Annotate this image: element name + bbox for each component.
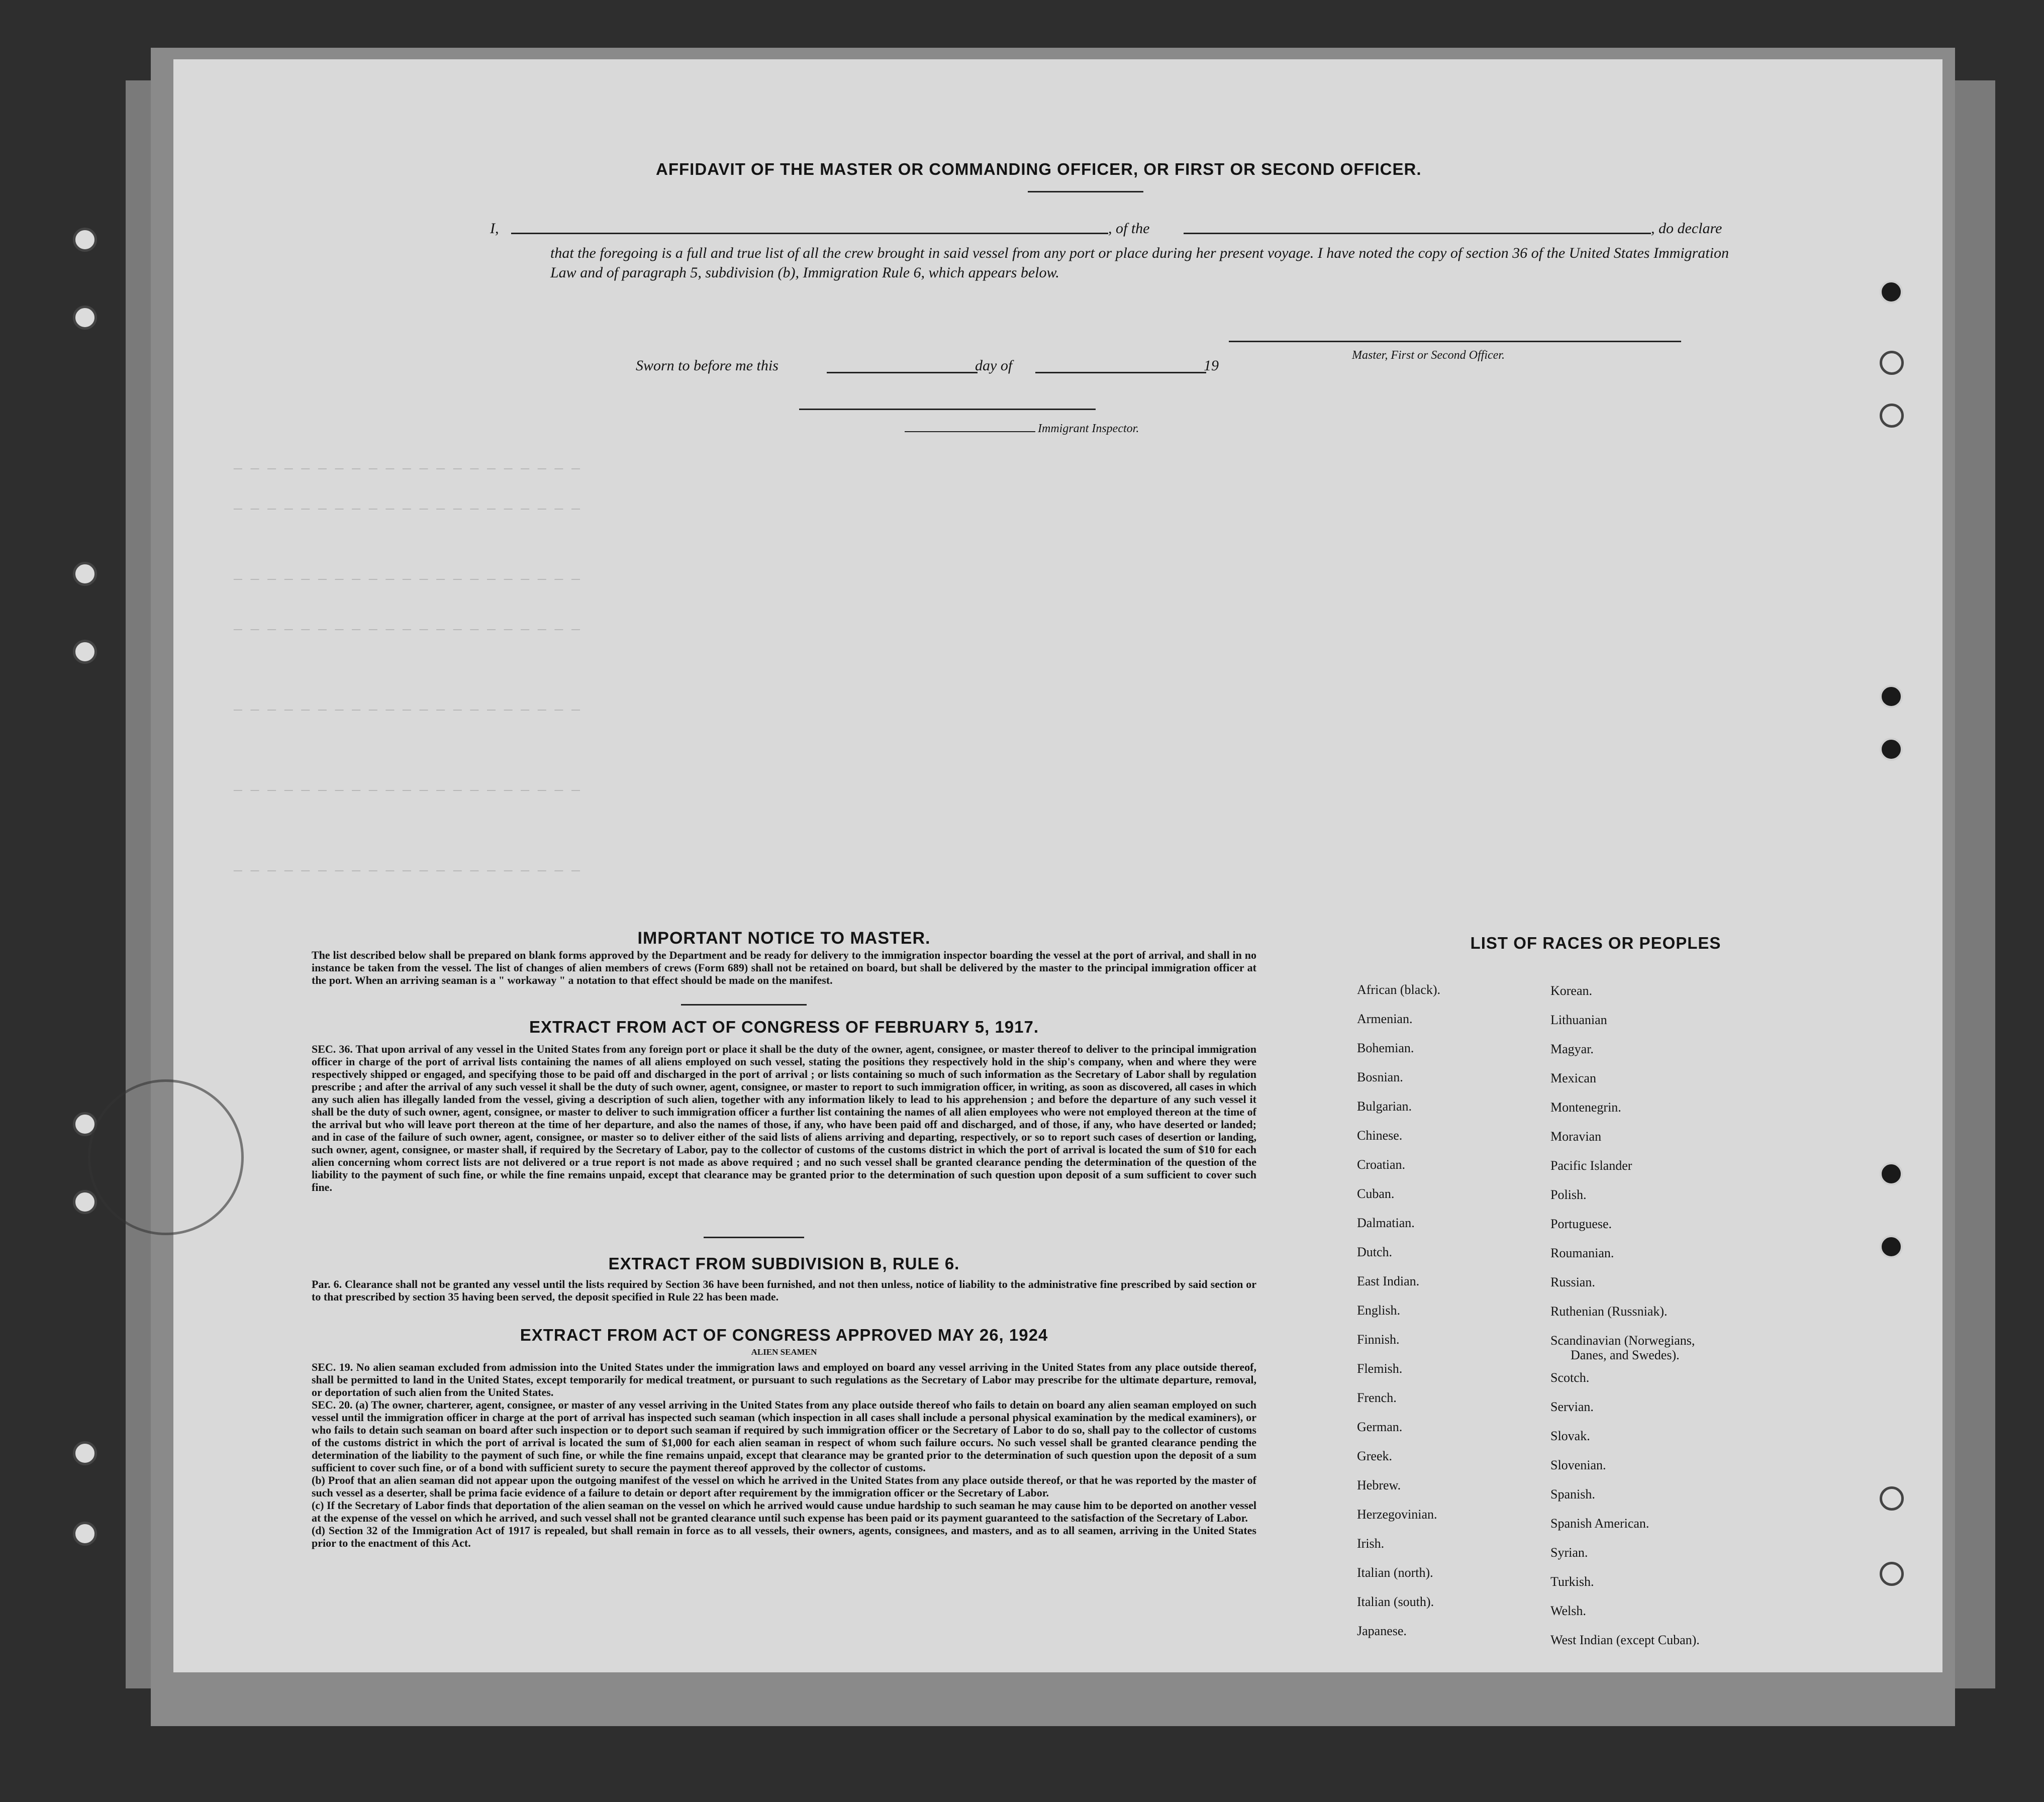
do-declare-label: , do declare: [1651, 220, 1722, 237]
race-right-item: Roumanian.: [1550, 1246, 1614, 1260]
race-right-item: Welsh.: [1550, 1604, 1586, 1618]
race-left-item: Dalmatian.: [1357, 1216, 1415, 1230]
race-right-item: Portuguese.: [1550, 1217, 1612, 1231]
punch-hole-icon: [73, 228, 97, 252]
extract-1924-sec20c: (c) If the Secretary of Labor finds that deportation of the alien seaman on the vessel on which he arrived would cause undue hardship to such seaman he may cause him to be deported on another vessel at the expense of the vessel on which he arrived, and such vessel shall not be granted clearance until such expense has been paid or its payment guaranteed to the satisfaction of the Secretary of Labor.: [312, 1499, 1256, 1524]
sworn-month-field[interactable]: [1035, 372, 1206, 373]
race-right-item: Scotch.: [1550, 1370, 1590, 1385]
race-left-item: Bulgarian.: [1357, 1099, 1412, 1114]
race-right-item: Polish.: [1550, 1187, 1587, 1202]
race-right-item: Syrian.: [1550, 1545, 1588, 1560]
race-right-item: Slovak.: [1550, 1429, 1590, 1443]
affidavit-body: that the foregoing is a full and true list of all the crew brought in said vessel from any port or place during her present voyage. I have noted the copy of section 36 of the United States Immigration Law and of paragraph 5, subdivision (b), Immigration Rule 6, which appears below.: [550, 245, 1729, 281]
bleed-through-row: — — — — — — — — — — — — — — — — — — — — —: [234, 572, 580, 587]
race-left-item: Flemish.: [1357, 1361, 1403, 1376]
extract-1924-sec20a: SEC. 20. (a) The owner, charterer, agent, consignee, or master of any vessel arriving in the United States from any place outside thereof who fails to detain on board any alien seaman employed on such vessel until the immigration officer in charge at the port of arrival has inspected such seaman (which inspection in all cases shall include a personal physical examination by the medical examiners), or who fails to detain such seaman on board after such inspection or to deport such seaman if required by such immigration officer or the Secretary of Labor to do so, shall pay to the collector of customs of the customs district in which the port of arrival is located the sum of $1,000 for each alien seaman in respect of whom such failure occurs. No such vessel shall be granted clearance pending the determination of the liability to the payment of such fine, or while the fine remains unpaid, except that clearance may be granted prior to the determination of such question upon the deposit of a sum sufficient to cover such fine, or of a bond with sufficient surety to secure the payment thereof approved by the collector of customs.: [312, 1398, 1256, 1474]
race-left-item: African (black).: [1357, 982, 1441, 997]
punch-hole-icon: [73, 640, 97, 664]
race-right-item: Spanish.: [1550, 1487, 1595, 1501]
affidavit-i-label: I,: [490, 220, 499, 237]
race-left-item: Italian (north).: [1357, 1565, 1433, 1580]
race-right-item: Montenegrin.: [1550, 1100, 1621, 1115]
race-left-item: Japanese.: [1357, 1624, 1407, 1638]
extract-1917-body: SEC. 36. That upon arrival of any vessel in the United States from any foreign port or place it shall be the duty of the owner, agent, consignee, or master thereof to deliver to the principal immigration officer in charge of the port of arrival lists containing the names of all aliens employed on such vessel, stating the positions they respectively hold in the ship's company, when and where they were respectively shipped or engaged, and specifying those to be paid off and discharged in the port of arrival ; or lists containing so much of such information as the Secretary of Labor shall by regulation prescribe ; and after the arrival of any such vessel it shall be the duty of such owner, agent, consignee, or master to report to such immigration officer, in writing, as soon as discovered, all cases in which any such alien has illegally landed from the vessel, giving a description of such alien, together with any information likely to lead to his apprehension ; and before the departure of any such vessel it shall be the duty of such owner, agent, consignee, or master to deliver to such immigration officer a further list containing the names of all alien employees who were not employed thereon at the time of the arrival but who will leave port thereon at the time of her departure, and also the names of those, if any, who have been paid off and discharged, and of those, if any, who have deserted or landed; and in case of the failure of such owner, agent, consignee, or master so to deliver either of the said lists of aliens arriving and departing, respectively, or so to report such cases of desertion or landing, such owner, agent, consignee, or master shall, if required by the Secretary of Labor, pay to the collector of customs of the customs district in which the port of arrival is located the sum of $10 for each alien concerning whom correct lists are not delivered or a true report is not made as above required ; and no such vessel shall be granted clearance pending the determination of the question of the liability to the payment of such fine, or while the fine remains unpaid, except that clearance may be granted prior to the determination of such question upon deposit of a sum sufficient to cover such fine.: [312, 1043, 1256, 1193]
year-label: 19: [1204, 357, 1219, 374]
races-title: LIST OF RACES OR PEOPLES: [1470, 934, 1721, 952]
vessel-blank-field[interactable]: [1184, 233, 1651, 234]
notice-body: The list described below shall be prepared on blank forms approved by the Department and be ready for delivery to the immigration inspector boarding the vessel at the port of arrival, and shall in no instance be taken from the vessel. The list of changes of alien members of crews (Form 689) shall not be retained on board, but shall be delivered by the master to the principal immigration officer at the port. When an arriving seaman is a " workaway " a notation to that effect should be made on the manifest.: [312, 949, 1256, 986]
punch-hole-icon: [73, 306, 97, 330]
inspector-short-line: [905, 431, 1035, 432]
bleed-through-row: — — — — — — — — — — — — — — — — — — — — —: [234, 703, 580, 718]
race-left-item: Dutch.: [1357, 1245, 1393, 1259]
extract-1924-subtitle: ALIEN SEAMEN: [751, 1347, 817, 1357]
punch-hole-icon: [1880, 1486, 1904, 1511]
race-left-item: English.: [1357, 1303, 1400, 1318]
sworn-day-field[interactable]: [827, 372, 978, 373]
race-right-item: Ruthenian (Russniak).: [1550, 1304, 1668, 1319]
divider: [681, 1004, 807, 1006]
divider: [704, 1237, 804, 1238]
inspector-signature-field[interactable]: [799, 409, 1096, 410]
race-left-item: Finnish.: [1357, 1332, 1400, 1347]
race-left-item: French.: [1357, 1390, 1397, 1405]
of-the-label: , of the: [1108, 220, 1150, 237]
race-left-item: Hebrew.: [1357, 1478, 1401, 1492]
extract-1924-body: [312, 1361, 1256, 1549]
notice-title: IMPORTANT NOTICE TO MASTER.: [637, 929, 931, 948]
punch-hole-icon: [1880, 351, 1904, 375]
extract-rule6-body: Par. 6. Clearance shall not be granted any vessel until the lists required by Section 36 have been furnished, and not then unless, notice of liability to the administrative fine prescribed by said section or to that prescribed by section 35 having been served, the deposit specified in Rule 22 has been made.: [312, 1278, 1256, 1303]
punch-hole-icon: [1880, 280, 1903, 304]
race-left-item: Chinese.: [1357, 1128, 1403, 1143]
bleed-through-row: — — — — — — — — — — — — — — — — — — — — —: [234, 461, 580, 477]
name-blank-field[interactable]: [511, 233, 1108, 234]
race-right-item: Servian.: [1550, 1399, 1594, 1414]
race-left-item: East Indian.: [1357, 1274, 1420, 1288]
race-left-item: Cuban.: [1357, 1186, 1395, 1201]
race-right-item: Spanish American.: [1550, 1516, 1649, 1531]
bleed-through-row: — — — — — — — — — — — — — — — — — — — — —: [234, 783, 580, 798]
punch-hole-icon: [1880, 404, 1904, 428]
race-right-item: Korean.: [1550, 983, 1593, 998]
race-left-item: Bohemian.: [1357, 1041, 1414, 1055]
race-right-item: Scandinavian (Norwegians,: [1550, 1333, 1695, 1348]
extract-1924-sec19: SEC. 19. No alien seaman excluded from admission into the United States under the immigration laws and employed on board any vessel arriving in the United States from any place outside thereof, shall be permitted to land in the United States, except temporarily for medical treatment, or pursuant to such regulations as the Secretary of Labor may prescribe for the ultimate departure, removal, or deportation of such alien from the United States.: [312, 1361, 1256, 1398]
race-left-item: Herzegovinian.: [1357, 1507, 1437, 1522]
manifest-page: [173, 59, 1942, 1672]
punch-hole-icon: [1880, 1562, 1904, 1586]
divider: [1028, 191, 1143, 192]
master-signature-label: Master, First or Second Officer.: [1352, 349, 1505, 362]
master-signature-field[interactable]: [1229, 341, 1681, 342]
race-right-item: Magyar.: [1550, 1042, 1594, 1056]
race-right-item: Pacific Islander: [1550, 1158, 1632, 1173]
race-right-item: Slovenian.: [1550, 1458, 1606, 1472]
sworn-label: Sworn to before me this: [636, 357, 778, 374]
race-right-item: Turkish.: [1550, 1574, 1594, 1589]
bleed-through-row: — — — — — — — — — — — — — — — — — — — — —: [234, 622, 580, 638]
race-left-item: Irish.: [1357, 1536, 1385, 1551]
extract-1924-sec20d: (d) Section 32 of the Immigration Act of 1917 is repealed, but shall remain in force as to all vessels, their owners, agents, consignees, and masters, and as to all seamen, arriving in the United States prior to the enactment of this Act.: [312, 1524, 1256, 1549]
race-right-item: West Indian (except Cuban).: [1550, 1633, 1700, 1647]
affidavit-title: AFFIDAVIT OF THE MASTER OR COMMANDING OFFICER, OR FIRST OR SECOND OFFICER.: [656, 160, 1422, 178]
extract-1924-sec20b: (b) Proof that an alien seaman did not appear upon the outgoing manifest of the vessel on which he arrived in the United States from any place outside thereof, or that he was reported by the master of such vessel as a deserter, shall be prima facie evidence of a failure to detain or deport after requirement by the immigration officer or the Secretary of Labor.: [312, 1474, 1256, 1499]
punch-hole-icon: [73, 1441, 97, 1465]
race-right-item: Danes, and Swedes).: [1571, 1348, 1680, 1362]
race-right-item: Moravian: [1550, 1129, 1602, 1144]
punch-hole-icon: [1880, 1235, 1903, 1258]
race-right-item: Lithuanian: [1550, 1013, 1607, 1027]
punch-hole-icon: [73, 1190, 97, 1214]
race-left-item: German.: [1357, 1420, 1403, 1434]
punch-hole-icon: [1880, 685, 1903, 708]
punch-hole-icon: [1880, 738, 1903, 761]
race-right-item: Russian.: [1550, 1275, 1595, 1289]
race-left-item: Armenian.: [1357, 1012, 1413, 1026]
day-of-label: day of: [975, 357, 1013, 374]
punch-hole-icon: [73, 1522, 97, 1546]
stamp-outline-icon: [88, 1079, 244, 1235]
bleed-through-row: — — — — — — — — — — — — — — — — — — — — —: [234, 502, 580, 517]
extract-rule6-title: EXTRACT FROM SUBDIVISION B, RULE 6.: [608, 1254, 960, 1273]
race-left-item: Croatian.: [1357, 1157, 1406, 1172]
extract-1924-title: EXTRACT FROM ACT OF CONGRESS APPROVED MAY 26, 1924: [520, 1326, 1048, 1344]
punch-hole-icon: [1880, 1162, 1903, 1185]
extract-1917-title: EXTRACT FROM ACT OF CONGRESS OF FEBRUARY 5, 1917.: [529, 1018, 1039, 1036]
race-left-item: Bosnian.: [1357, 1070, 1403, 1084]
race-right-item: Mexican: [1550, 1071, 1596, 1085]
race-left-item: Italian (south).: [1357, 1594, 1434, 1609]
inspector-label: Immigrant Inspector.: [1038, 422, 1139, 435]
punch-hole-icon: [73, 562, 97, 586]
race-left-item: Greek.: [1357, 1449, 1393, 1463]
bleed-through-row: — — — — — — — — — — — — — — — — — — — — —: [234, 863, 580, 879]
